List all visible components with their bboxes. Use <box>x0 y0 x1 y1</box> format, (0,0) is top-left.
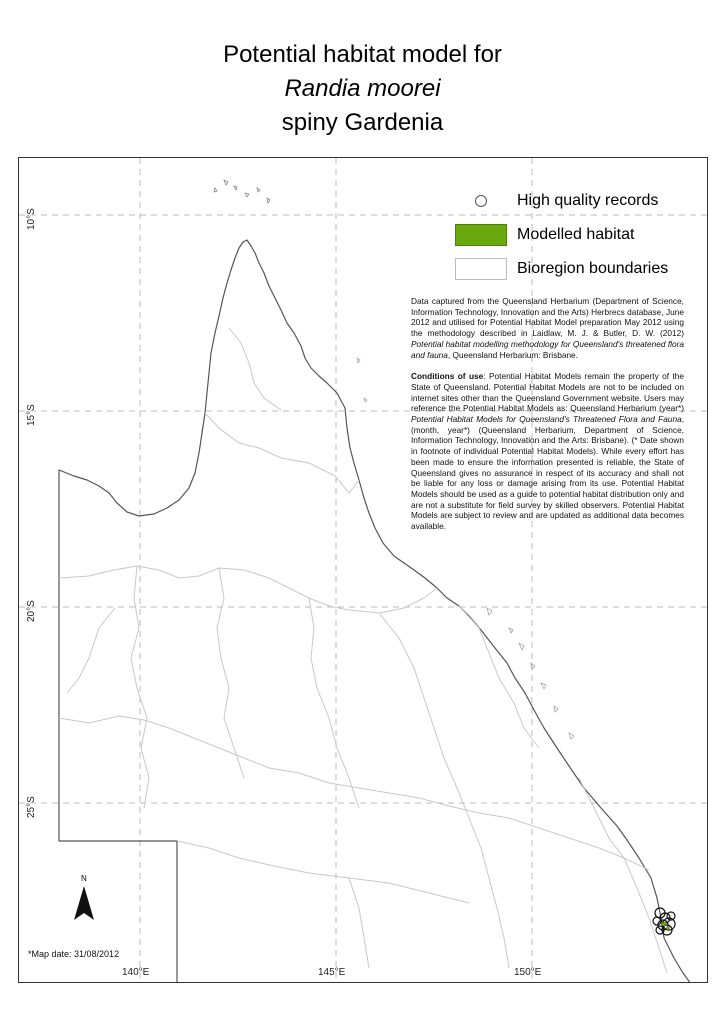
title-line-1: Potential habitat model for <box>223 41 502 68</box>
legend-records-label: High quality records <box>517 192 659 209</box>
lat-label-10: 10°S <box>26 208 37 230</box>
lat-label-20: 20°S <box>26 600 37 622</box>
lon-label-140: 140°E <box>122 967 150 978</box>
lon-label-145: 145°E <box>318 967 346 978</box>
north-arrow-icon <box>72 886 96 932</box>
north-label: N <box>81 874 87 883</box>
legend-bioregion <box>455 256 695 290</box>
habitat-swatch <box>455 224 507 246</box>
common-name: spiny Gardenia <box>281 109 444 136</box>
map-title <box>0 38 725 140</box>
info-text <box>411 296 684 543</box>
circle-icon <box>475 195 487 207</box>
legend-habitat-label: Modelled habitat <box>517 226 635 243</box>
legend <box>455 188 695 290</box>
torres-strait-islands <box>214 180 270 203</box>
lat-label-15: 15°S <box>26 404 37 426</box>
legend-bioregion-label: Bioregion boundaries <box>517 260 669 277</box>
record-points <box>653 908 675 935</box>
map-date: *Map date: 31/08/2012 <box>28 949 120 959</box>
bioregion-swatch <box>455 258 507 280</box>
lon-label-150: 150°E <box>514 967 542 978</box>
legend-habitat <box>455 222 695 256</box>
species-name: Randia moorei <box>284 75 441 102</box>
data-source-paragraph: Data captured from the Queensland Herbarium (Department of Science, Information Technology, Innovation and the Arts) Herbrecs database, June 2012 and utilised for Potential Habitat Model preparation May 2012 using the methodology described in Laidlaw, M. J. & Butler, D. W. (2012) Potential habitat modelling methodology for Queensland's threatened flora and fauna, Queensland Herbarium: Brisbane. <box>411 296 684 360</box>
conditions-paragraph: Conditions of use: Potential Habitat Models remain the property of the State of Queensland. Potential Habitat Models are not to be included on internet sites other than the Queensland Government website. Users may reference the Potential Habitat Models as: Queensland Herbarium (year*) Potential Habitat Models for Queensland's Threatened Flora and Fauna, (month, year*) (Queensland Herbarium, Department of Science, Information Technology, Innovation and the Arts: Brisbane). (* Date shown in footnote of individual Potential Habitat Models). While every effort has been made to ensure the information presented is reliable, the State of Queensland gives no assurance in respect of its accuracy and shall not be liable for any loss or damage arising from its use. Potential Habitat Models should be used as a guide to potential habitat distribution only and are not a substitute for field survey by skilled observers. Potential Habitat Models are subject to review and are updated as additional data becomes available. <box>411 371 684 532</box>
lat-label-25: 25°S <box>26 796 37 818</box>
legend-records <box>455 188 695 222</box>
